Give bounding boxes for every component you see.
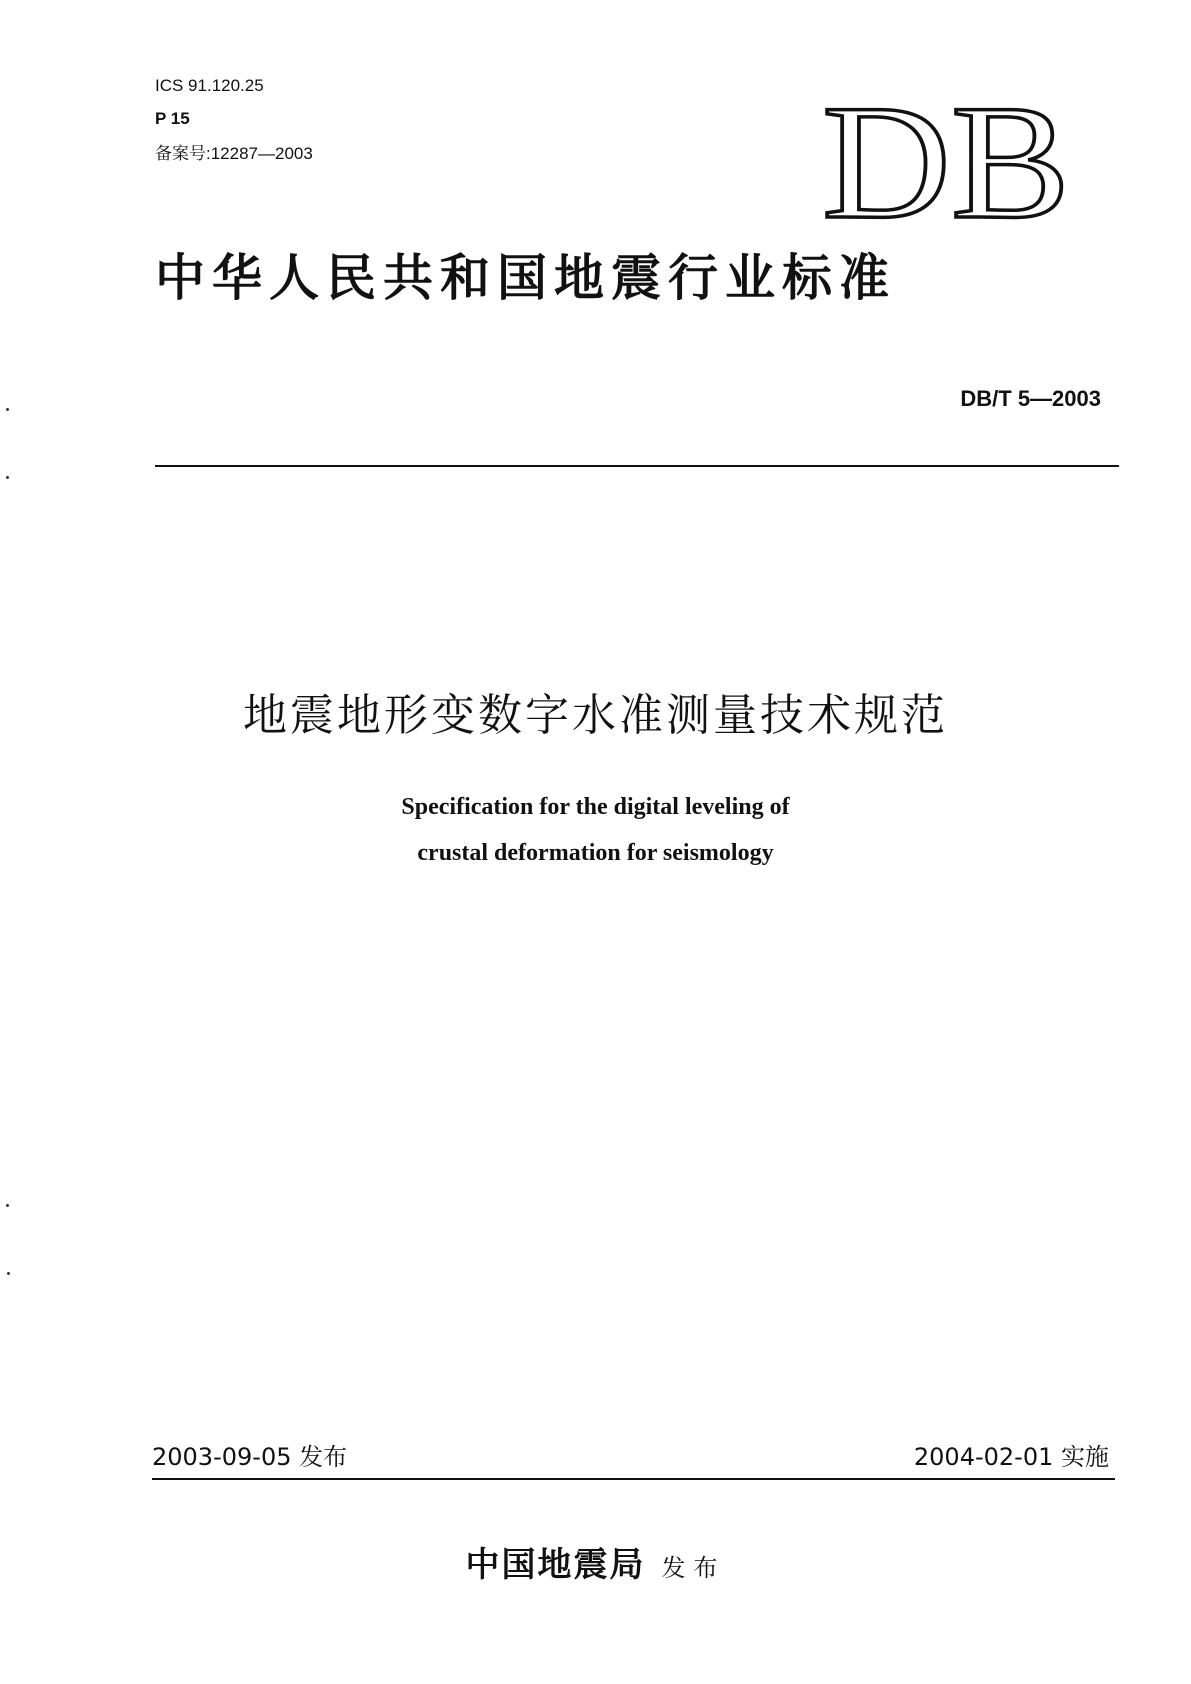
publisher <box>0 1537 1191 1586</box>
scan-speck <box>6 1204 9 1207</box>
db-logo-text: DB <box>822 95 1070 225</box>
ics-code: ICS 91.120.25 <box>155 76 264 95</box>
industry-standard-title: 中华人民共和国地震行业标准 <box>155 248 896 307</box>
registration-number: 备案号:12287—2003 <box>155 144 313 163</box>
issue-date: 2003-09-05 发布 <box>152 1443 348 1471</box>
scan-speck <box>6 408 9 411</box>
date-divider <box>152 1478 1115 1480</box>
english-title-line-2: crustal deformation for seismology <box>417 840 774 866</box>
implementation-date: 2004-02-01 实施 <box>913 1443 1109 1471</box>
ccs-code: P 15 <box>155 109 190 128</box>
standard-number: DB/T 5—2003 <box>960 386 1101 411</box>
publisher-action: 发布 <box>661 1554 726 1582</box>
db-logo <box>822 95 1074 225</box>
publisher-organization: 中国地震局 <box>465 1545 646 1585</box>
english-title-line-1: Specification for the digital leveling of <box>401 794 790 820</box>
chinese-title: 地震地形变数字水准测量技术规范 <box>243 690 948 741</box>
scan-speck <box>6 476 9 479</box>
header-divider <box>155 465 1119 467</box>
scan-speck <box>7 1272 10 1275</box>
